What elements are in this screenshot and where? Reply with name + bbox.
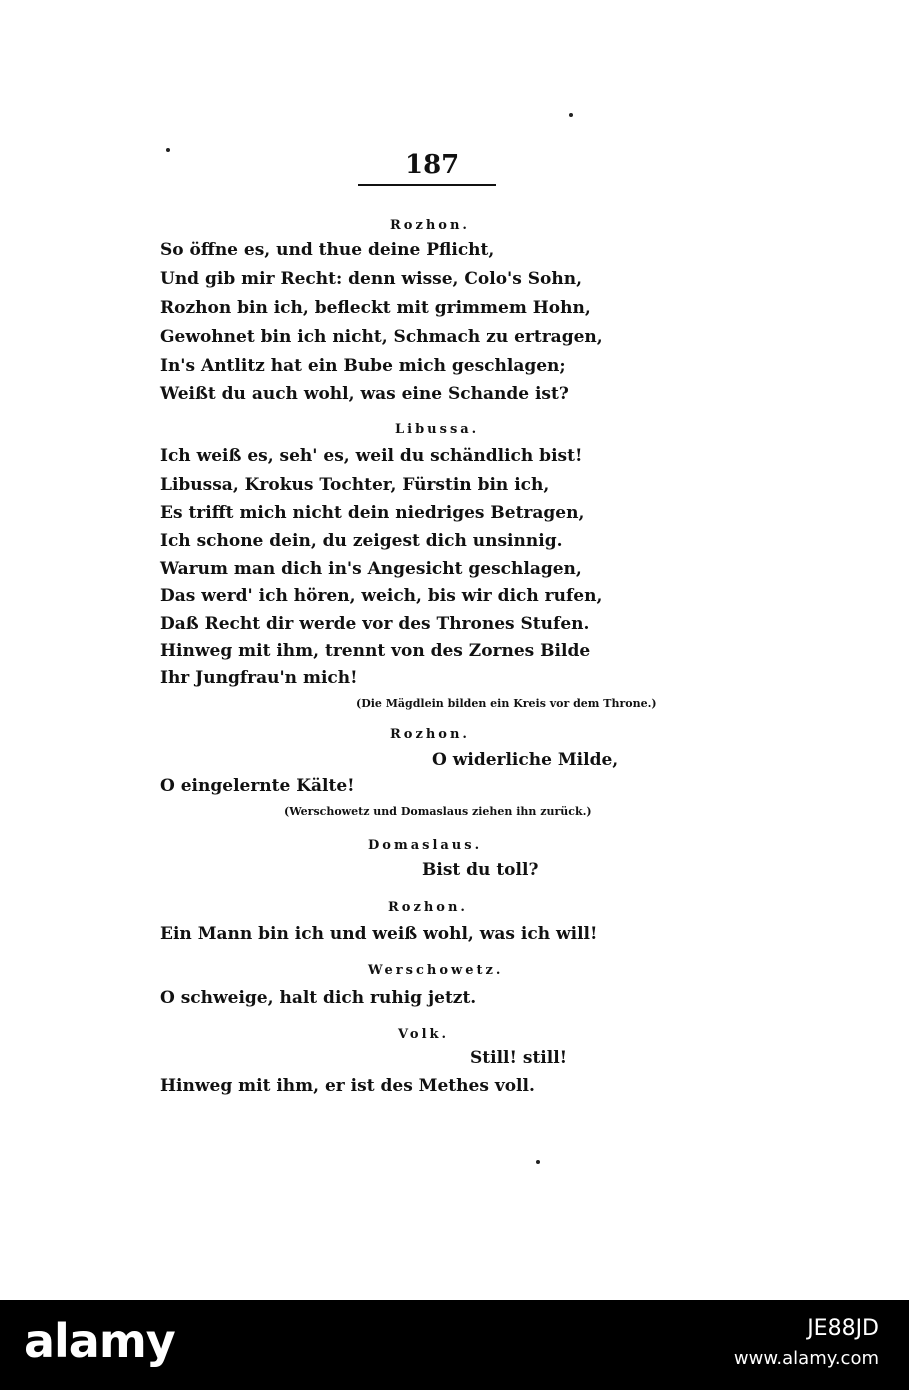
site-url: www.alamy.com	[733, 1348, 879, 1369]
verse-line: O eingelernte Kälte!	[160, 776, 355, 796]
verse-line: Still! still!	[470, 1048, 568, 1068]
verse-line: Es trifft mich nicht dein niedriges Betragen,	[160, 503, 585, 523]
verse-line: Ich schone dein, du zeigest dich unsinnig.	[160, 531, 563, 551]
verse-line: Ich weiß es, seh' es, weil du schändlich bist!	[160, 446, 583, 466]
speaker-label: Rozhon.	[388, 900, 468, 915]
speck	[166, 148, 170, 152]
verse-line: Ihr Jungfrau'n mich!	[160, 668, 358, 688]
speck	[569, 113, 573, 117]
verse-line: Warum man dich in's Angesicht geschlagen,	[160, 559, 582, 579]
verse-line: O schweige, halt dich ruhig jetzt.	[160, 988, 477, 1008]
speck	[536, 1160, 540, 1164]
verse-line: Hinweg mit ihm, trennt von des Zornes Bilde	[160, 641, 591, 661]
verse-line: Libussa, Krokus Tochter, Fürstin bin ich,	[160, 475, 550, 495]
alamy-logo: alamy	[24, 1314, 175, 1368]
verse-line: Bist du toll?	[422, 860, 539, 880]
verse-line: Hinweg mit ihm, er ist des Methes voll.	[160, 1076, 535, 1096]
verse-line: Daß Recht dir werde vor des Thrones Stufen.	[160, 614, 590, 634]
verse-line: Und gib mir Recht: denn wisse, Colo's Sohn,	[160, 269, 583, 289]
image-id: JE88JD	[807, 1316, 879, 1341]
verse-line: Rozhon bin ich, befleckt mit grimmem Hohn,	[160, 298, 591, 318]
verse-line: Das werd' ich hören, weich, bis wir dich rufen,	[160, 586, 603, 606]
verse-line: Gewohnet bin ich nicht, Schmach zu ertragen,	[160, 327, 603, 347]
page-number: 187	[405, 150, 460, 180]
speaker-label: Rozhon.	[390, 727, 470, 742]
stage-direction: (Die Mägdlein bilden ein Kreis vor dem Throne.)	[356, 697, 657, 710]
speaker-label: Libussa.	[395, 422, 480, 437]
speaker-label: Volk.	[398, 1027, 450, 1042]
speaker-label: Domaslaus.	[368, 838, 483, 853]
header-rule	[358, 184, 496, 186]
verse-line: Ein Mann bin ich und weiß wohl, was ich will!	[160, 924, 598, 944]
verse-line: Weißt du auch wohl, was eine Schande ist?	[160, 384, 569, 404]
speaker-label: Werschowetz.	[368, 963, 504, 978]
verse-line: So öffne es, und thue deine Pflicht,	[160, 240, 495, 260]
verse-line: O widerliche Milde,	[432, 750, 619, 770]
speaker-label: Rozhon.	[390, 218, 470, 233]
stage-direction: (Werschowetz und Domaslaus ziehen ihn zurück.)	[284, 805, 592, 818]
verse-line: In's Antlitz hat ein Bube mich geschlagen;	[160, 356, 566, 376]
